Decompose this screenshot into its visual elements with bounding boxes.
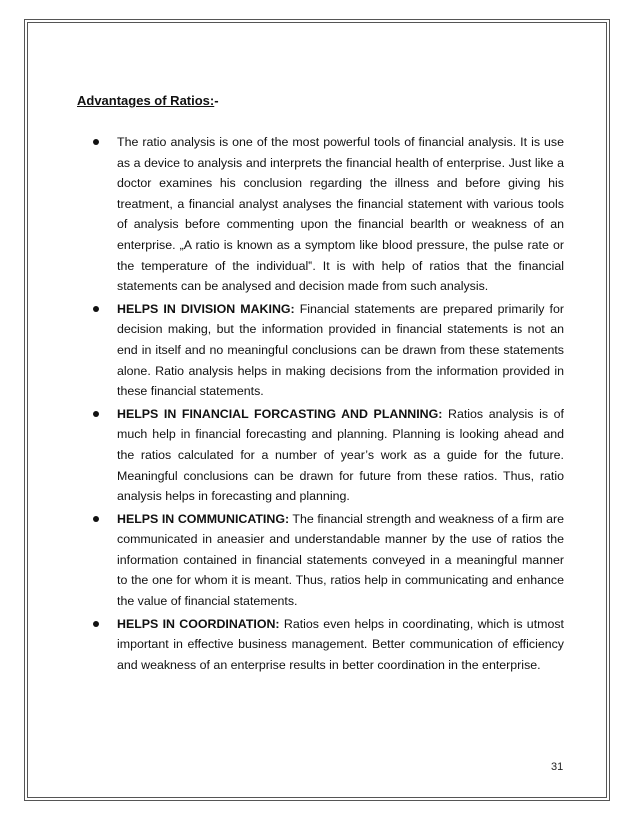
bullet-title: HELPS IN DIVISION MAKING:: [117, 301, 295, 316]
bullet-text: Ratios even helps in coordinating, which is utmost important in effective business management. Better communication of efficiency and weakness of an enterprise results in better coordination in the enterprise.: [117, 616, 564, 672]
advantages-list: [92, 132, 564, 677]
bullet-icon: [93, 139, 99, 145]
bullet-icon: [93, 621, 99, 627]
list-item: [92, 614, 564, 676]
list-item: [92, 404, 564, 507]
bullet-title: HELPS IN FINANCIAL FORCASTING AND PLANNING:: [117, 406, 443, 421]
bullet-icon: [93, 411, 99, 417]
list-item: [92, 132, 564, 297]
bullet-text: The financial strength and weakness of a firm are communicated in aneasier and understandable manner by the use of ratios the information contained in financial statements conveyed in a meaningful manner to the one for whom it is meant. Thus, ratios help in communicating and enhance the value of financial statements.: [117, 511, 565, 609]
heading-title: Advantages of Ratios:: [77, 93, 215, 108]
bullet-title: HELPS IN COORDINATION:: [117, 616, 280, 631]
list-item: [92, 509, 564, 612]
bullet-text: The ratio analysis is one of the most powerful tools of financial analysis. It is use as a device to analysis and interprets the financial health of enterprise. Just like a doctor examines his conclusion regarding the illness and before giving his treatment, a financial analyst analyses the financial statement with various tools of analysis before commenting upon the financial bearlth or weakness of an enterprise. „A ratio is known as a symptom like blood pressure, the pulse rate or the temperature of the individual‟. It is with help of ratios that the financial statements can be analysed and decision made from such analysis.: [117, 135, 564, 294]
heading-suffix: -: [214, 93, 219, 108]
section-heading: [77, 93, 219, 108]
bullet-text: Ratios analysis is of much help in financial forecasting and planning. Planning is looking ahead and the ratios calculated for a number of year’s work as a guide for the future. Meaningful conclusions can be drawn for future from these ratios. Thus, ratio analysis helps in forecasting and planning.: [117, 406, 564, 504]
page-number: 31: [551, 761, 564, 773]
bullet-icon: [93, 516, 99, 522]
bullet-text: Financial statements are prepared primarily for decision making, but the information provided in financial statements is not an end in itself and no meaningful conclusions can be drawn from these statements alone. Ratio analysis helps in making decisions from the information provided in these financial statements.: [117, 301, 564, 399]
bullet-icon: [93, 306, 99, 312]
list-item: [92, 299, 564, 402]
bullet-title: HELPS IN COMMUNICATING:: [117, 511, 290, 526]
